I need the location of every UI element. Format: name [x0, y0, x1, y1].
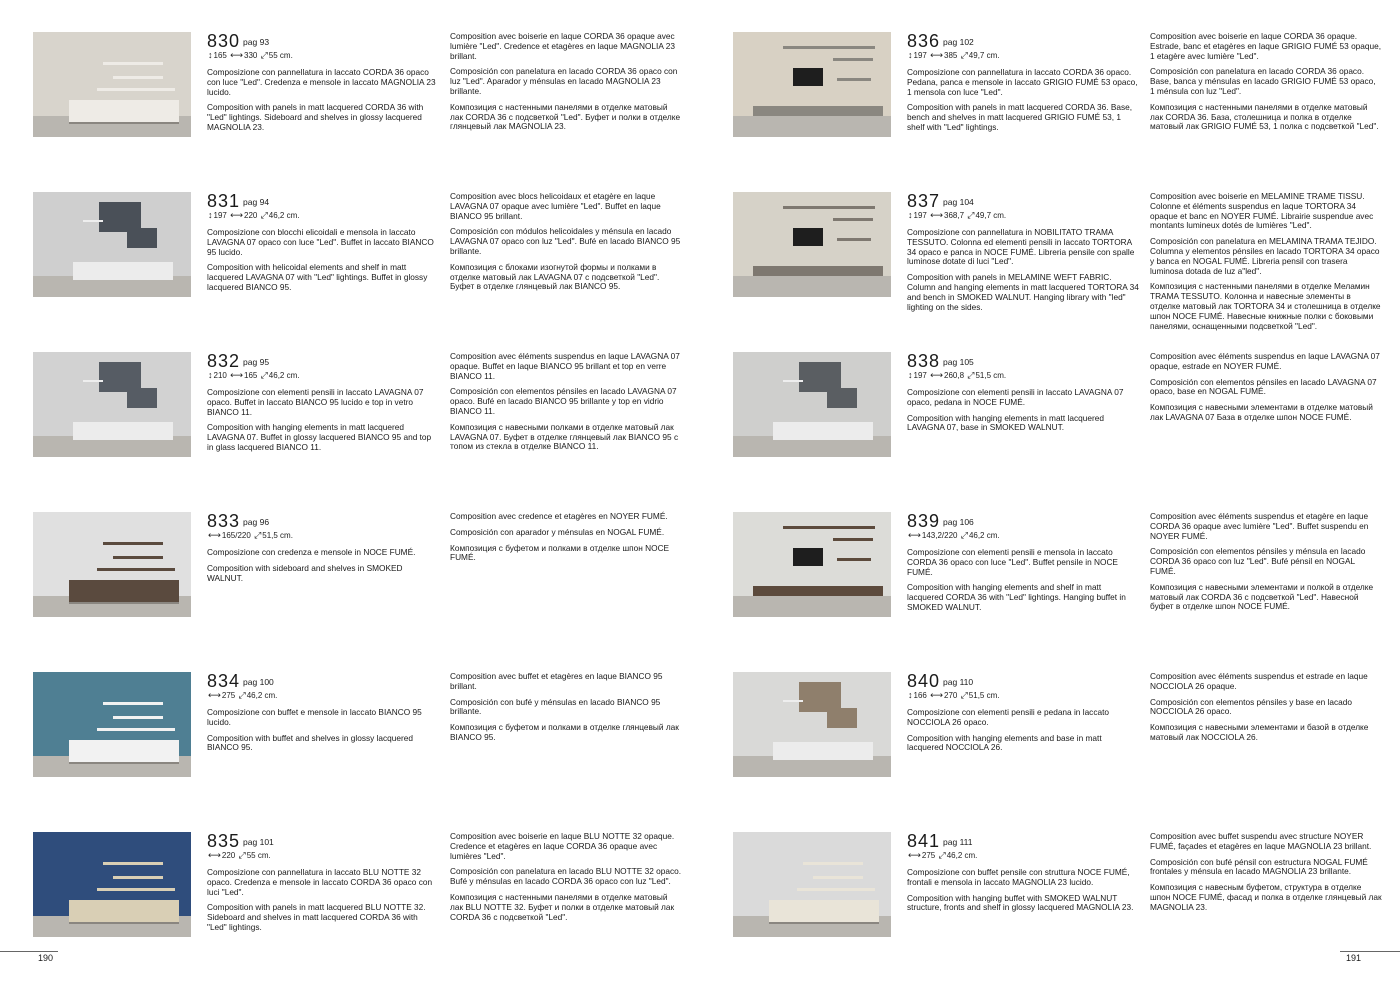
composition-entry	[0, 832, 700, 982]
page-reference: pag 94	[243, 197, 270, 207]
description-english: Composition with buffet and shelves in glossy lacquered BIANCO 95.	[207, 732, 414, 753]
width-icon: ⟷	[930, 690, 943, 700]
description-column-it-en	[207, 548, 439, 589]
composition-photo	[33, 512, 191, 617]
depth-icon: ⤢	[238, 690, 246, 700]
description-spanish: Composición con módulos helicoidales y ménsula en lacado LAVAGNA 07 opaco con luz "Led". Bufé en lacado BIANCO 95 brillante.	[450, 226, 681, 256]
description-russian: Композиция с буфетом и полками в отделке глянцевый лак BIANCO 95.	[450, 722, 679, 742]
depth-icon: ⤢	[960, 530, 968, 540]
description-column-fr-es-ru	[450, 352, 682, 458]
dimension-value: 49,7 cm.	[968, 51, 1000, 60]
description-english: Composition with sideboard and shelves in SMOKED WALNUT.	[207, 562, 403, 583]
composition-number: 839	[907, 511, 941, 531]
description-french: Composition avec éléments suspendus en laque LAVAGNA 07 opaque, estrade en NOYER FUMÉ.	[1150, 351, 1380, 371]
height-icon: ↕	[208, 50, 213, 60]
description-italian: Composizione con pannellatura in laccato CORDA 36 opaco con luce "Led". Credenza e mensole in laccato MAGNOLIA 23 lucido.	[207, 67, 436, 97]
dimension-value: 46,2 cm.	[268, 211, 300, 220]
composition-number: 830	[207, 31, 241, 51]
dimension-value: 165	[213, 51, 227, 60]
description-spanish: Composición con bufé y ménsulas en lacado BIANCO 95 brillante.	[450, 696, 661, 717]
height-icon: ↕	[208, 210, 213, 220]
description-russian: Композиция с буфетом и полками в отделке шпон NOCE FUMÉ.	[450, 542, 670, 563]
depth-icon: ⤢	[260, 50, 268, 60]
dimensions	[207, 530, 293, 541]
composition-photo	[33, 32, 191, 137]
description-english: Composition with hanging elements in matt lacquered LAVAGNA 07, base in SMOKED WALNUT.	[907, 412, 1104, 433]
composition-heading	[907, 672, 973, 692]
composition-heading	[207, 352, 269, 372]
description-column-fr-es-ru	[450, 512, 682, 569]
page-reference: pag 110	[943, 677, 974, 687]
description-column-fr-es-ru	[450, 32, 682, 138]
composition-heading	[207, 672, 274, 692]
depth-icon: ⤢	[960, 50, 968, 60]
page-reference: pag 100	[243, 677, 274, 687]
description-italian: Composizione con pannellatura in NOBILITATO TRAMA TESSUTO. Colonna ed elementi pensili in laccato TORTORA 34 opaco e panca in NOCE FUMÉ. Libreria pensile con spalle luminose dotate di luci "Led".	[907, 227, 1135, 267]
description-russian: Композиция с настенными панелями в отделке матовый лак CORDA 36 с подсветкой "Led". Буфет и полки в отделке глянцевый лак MAGNOLIA 23.	[450, 101, 681, 132]
height-icon: ↕	[908, 370, 913, 380]
dimensions	[907, 850, 977, 861]
dimension-value: 197	[913, 371, 927, 380]
dimension-value: 51,5 cm.	[975, 371, 1007, 380]
description-column-fr-es-ru	[1150, 32, 1382, 138]
depth-icon: ⤢	[238, 850, 246, 860]
description-column-it-en	[907, 388, 1139, 439]
description-column-fr-es-ru	[1150, 672, 1382, 749]
dimension-value: 368,7	[944, 211, 965, 220]
height-icon: ↕	[208, 370, 213, 380]
depth-icon: ⤢	[254, 530, 262, 540]
dimensions	[207, 370, 299, 381]
description-english: Composition with hanging elements and shelf in matt lacquered CORDA 36 with "Led" lightings. Hanging buffet in SMOKED WALNUT.	[907, 582, 1126, 612]
composition-entry	[700, 32, 1400, 182]
description-italian: Composizione con pannellatura in laccato CORDA 36 opaco. Pedana, panca e mensole in laccato GRIGIO FUMÉ 53 opaco, 1 mensola con luce "Led".	[907, 67, 1138, 97]
dimension-value: 55 cm.	[268, 51, 293, 60]
description-russian: Композиция с настенными панелями в отделке матовый лак BLU NOTTE 32. Буфет и полки в отделке матовый лак CORDA 36 с подсветкой "Led".	[450, 891, 675, 922]
width-icon: ⟷	[230, 370, 243, 380]
dimension-value: 46,2 cm.	[946, 851, 978, 860]
composition-heading	[207, 192, 269, 212]
description-spanish: Composición con elementos pénsiles en lacado LAVAGNA 07 opaco, base en NOGAL FUMÉ.	[1150, 376, 1377, 397]
width-icon: ⟷	[908, 530, 921, 540]
description-spanish: Composición con elementos pénsiles en lacado LAVAGNA 07 opaco. Bufé en lacado BIANCO 95 brillante y top en vidrio BIANCO 11.	[450, 386, 677, 416]
description-russian: Композиция с навесными элементами в отделке матовый лак LAVAGNA 07 База в отделке шпон NOCE FUMÉ.	[1150, 402, 1373, 422]
description-column-fr-es-ru	[1150, 512, 1382, 618]
composition-number: 840	[907, 671, 941, 691]
description-russian: Композиция с навесными полками в отделке матовый лак LAVAGNA 07. Буфет в отделке глянцевый лак BIANCO 95 с топом из стекла в отделке BIANCO 11.	[450, 421, 679, 452]
description-italian: Composizione con credenza e mensole in NOCE FUMÉ.	[207, 547, 416, 557]
composition-number: 833	[207, 511, 241, 531]
description-column-fr-es-ru	[450, 192, 682, 298]
description-english: Composition with hanging elements in matt lacquered LAVAGNA 07. Buffet in glossy lacquered BIANCO 95 and top in glass lacquered BIANCO 11.	[207, 422, 432, 452]
composition-number: 841	[907, 831, 941, 851]
width-icon: ⟷	[208, 850, 221, 860]
page-reference: pag 111	[943, 837, 973, 847]
dimensions	[907, 210, 1006, 221]
composition-entry	[700, 352, 1400, 502]
description-column-it-en	[907, 228, 1139, 318]
composition-entry	[700, 672, 1400, 822]
description-italian: Composizione con buffet pensile con struttura NOCE FUMÉ, frontali e mensola in laccato MAGNOLIA 23 lucido.	[907, 867, 1130, 887]
description-column-fr-es-ru	[450, 832, 682, 928]
dimensions	[207, 50, 293, 61]
composition-number: 834	[207, 671, 241, 691]
composition-heading	[907, 32, 974, 52]
dimension-value: 197	[213, 211, 227, 220]
composition-photo	[733, 672, 891, 777]
depth-icon: ⤢	[260, 370, 268, 380]
description-french: Composition avec éléments suspendus et estrade en laque NOCCIOLA 26 opaque.	[1150, 671, 1368, 691]
width-icon: ⟷	[230, 50, 243, 60]
dimension-value: 143,2/220	[921, 531, 958, 540]
dimension-value: 165/220	[221, 531, 251, 540]
description-english: Composition with panels in MELAMINE WEFT FABRIC. Column and hanging elements in matt lacquered TORTORA 34 and bench in SMOKED WALNUT. Hanging library with "led" lighting on the sides.	[907, 272, 1139, 312]
description-italian: Composizione con elementi pensili in laccato LAVAGNA 07 opaco, pedana in NOCE FUMÉ.	[907, 387, 1124, 407]
width-icon: ⟷	[908, 850, 921, 860]
description-column-it-en	[207, 388, 439, 459]
description-french: Composition avec buffet et etagères en laque BIANCO 95 brillant.	[450, 671, 663, 691]
dimension-value: 220	[221, 851, 236, 860]
composition-entry	[0, 512, 700, 662]
description-english: Composition with panels in matt lacquered CORDA 36. Base, bench and shelves in matt lacquered GRIGIO FUMÉ 53, 1 shelf with "Led" lightings.	[907, 102, 1133, 132]
description-french: Composition avec éléments suspendus en laque LAVAGNA 07 opaque. Buffet en laque BIANCO 95 brillant et top en verre BIANCO 11.	[450, 351, 680, 381]
dimension-value: 55 cm.	[246, 851, 271, 860]
description-english: Composition with panels in matt lacquered CORDA 36 with "Led" lightings. Sideboard and shelves in glossy lacquered MAGNOLIA 23.	[207, 102, 424, 132]
dimension-value: 197	[913, 211, 927, 220]
dimensions	[907, 690, 999, 701]
composition-photo	[733, 352, 891, 457]
dimension-value: 330	[244, 51, 258, 60]
composition-entry	[700, 512, 1400, 662]
description-english: Composition with hanging buffet with SMOKED WALNUT structure, fronts and shelf in glossy lacquered MAGNOLIA 23.	[907, 892, 1134, 913]
composition-number: 837	[907, 191, 941, 211]
description-spanish: Composición con panelatura en lacado CORDA 36 opaco. Base, banca y ménsulas en lacado GRIGIO FUMÉ 53 opaco, 1 ménsula con luz "Led".	[1150, 66, 1376, 96]
description-column-fr-es-ru	[1150, 192, 1382, 337]
width-icon: ⟷	[930, 370, 943, 380]
composition-entry	[0, 32, 700, 182]
description-column-it-en	[207, 228, 439, 299]
width-icon: ⟷	[208, 530, 221, 540]
page-reference: pag 104	[943, 197, 974, 207]
description-spanish: Composición con panelatura en MELAMINA TRAMA TEJIDO. Columna y elementos pénsiles en lacado TORTORA 34 opaco y banca en NOGAL FUMÉ. Libreria pensil con trasera luminosa dotada de luz a"led".	[1150, 236, 1380, 276]
description-column-fr-es-ru	[1150, 832, 1382, 919]
width-icon: ⟷	[208, 690, 221, 700]
dimension-value: 270	[944, 691, 958, 700]
page-reference: pag 105	[943, 357, 974, 367]
dimensions	[907, 50, 999, 61]
description-spanish: Composición con aparador y ménsulas en NOGAL FUMÉ.	[450, 526, 665, 537]
composition-number: 832	[207, 351, 241, 371]
description-french: Composition avec buffet suspendu avec structure NOYER FUMÉ, façades et etagères en laque MAGNOLIA 23 brillant.	[1150, 831, 1372, 851]
description-russian: Композиция с настенными панелями в отделке Меламин TRAMA TESSUTO. Колонна и навесные элементы в отделке матовый лак TORTORA 34 и столешница в отделке шпон NOCE FUMÉ. Навесные книжные полки с боковыми панелями, оснащенными подсветкой "Led".	[1150, 281, 1381, 331]
description-russian: Композиция с навесными элементами и базой в отделке матовый лак NOCCIOLA 26.	[1150, 722, 1369, 742]
description-column-it-en	[907, 868, 1139, 919]
description-russian: Композиция с настенными панелями в отделке матовый лак CORDA 36. База, столешница и полка в отделке матовый лак GRIGIO FUMÉ 53, 1 полка с подсветкой "Led".	[1150, 101, 1379, 132]
description-french: Composition avec boiserie en laque BLU NOTTE 32 opaque. Credence et etagères en laque CORDA 36 opaque avec lumières "Led".	[450, 831, 675, 861]
dimension-value: 275	[221, 691, 236, 700]
description-italian: Composizione con elementi pensili e pedana in laccato NOCCIOLA 26 opaco.	[907, 707, 1110, 727]
description-french: Composition avec éléments suspendus et etagère en laque CORDA 36 opaque avec lumière "Led". Buffet suspendu en NOYER FUMÉ.	[1150, 511, 1369, 541]
dimension-value: 220	[244, 211, 258, 220]
dimension-value: 166	[913, 691, 927, 700]
depth-icon: ⤢	[967, 370, 975, 380]
description-french: Composition avec boiserie en MELAMINE TRAME TISSU. Colonne et éléments suspendus en laque TORTORA 34 opaque et banc en NOYER FUMÉ. Librairie suspendue avec montants lumineux dotés de lumières "Led".	[1150, 191, 1374, 231]
composition-photo	[733, 192, 891, 297]
composition-photo	[733, 832, 891, 937]
description-column-it-en	[207, 708, 439, 759]
composition-heading	[207, 512, 269, 532]
composition-photo	[733, 32, 891, 137]
composition-number: 836	[907, 31, 941, 51]
dimension-value: 385	[944, 51, 958, 60]
width-icon: ⟷	[230, 210, 243, 220]
description-english: Composition with hanging elements and base in matt lacquered NOCCIOLA 26.	[907, 732, 1102, 753]
description-column-it-en	[907, 68, 1139, 139]
composition-heading	[907, 832, 973, 852]
composition-entry	[0, 672, 700, 822]
composition-heading	[907, 192, 974, 212]
composition-entry	[0, 352, 700, 502]
depth-icon: ⤢	[967, 210, 975, 220]
dimension-value: 46,2 cm.	[968, 531, 1000, 540]
description-italian: Composizione con buffet e mensole in laccato BIANCO 95 lucido.	[207, 707, 422, 727]
left-page-rule	[0, 951, 58, 952]
description-spanish: Composición con panelatura en lacado CORDA 36 opaco con luz "Led". Aparador y ménsulas en lacado MAGNOLIA 23 brillante.	[450, 66, 678, 96]
description-russian: Композиция с навесным буфетом, структура в отделке шпон NOCE FUMÉ, фасад и полка в отделке глянцевый лак MAGNOLIA 23.	[1150, 882, 1382, 912]
page-reference: pag 95	[243, 357, 270, 367]
right-page-number: 191	[1346, 953, 1362, 963]
composition-entry	[700, 832, 1400, 982]
description-french: Composition avec boiserie en laque CORDA 36 opaque avec lumière "Led". Credence et etagères en laque MAGNOLIA 23 brillant.	[450, 31, 675, 61]
description-italian: Composizione con elementi pensili e mensola in laccato CORDA 36 opaco con luce "Led". Buffet pensile in NOCE FUMÉ.	[907, 547, 1118, 577]
composition-heading	[907, 352, 974, 372]
dimensions	[207, 850, 271, 861]
description-column-it-en	[207, 868, 439, 939]
dimension-value: 46,2 cm.	[246, 691, 278, 700]
composition-heading	[207, 32, 269, 52]
description-spanish: Composición con elementos pénsiles y ménsula en lacado CORDA 36 opaco con luz "Led". Bufé pénsil en NOGAL FUMÉ.	[1150, 546, 1366, 576]
composition-photo	[33, 352, 191, 457]
composition-photo	[33, 832, 191, 937]
dimension-value: 51,5 cm.	[262, 531, 293, 540]
composition-photo	[33, 672, 191, 777]
description-italian: Composizione con elementi pensili in laccato LAVAGNA 07 opaco. Buffet in laccato BIANCO 95 lucido e top in vetro BIANCO 11.	[207, 387, 424, 417]
description-italian: Composizione con pannellatura in laccato BLU NOTTE 32 opaco. Credenza e mensole in laccato CORDA 36 opaco con luci "Led".	[207, 867, 433, 897]
composition-entry	[0, 192, 700, 342]
depth-icon: ⤢	[938, 850, 946, 860]
description-french: Composition avec credence et etagères en NOYER FUMÉ.	[450, 511, 668, 521]
description-column-it-en	[207, 68, 439, 139]
description-column-it-en	[907, 548, 1139, 619]
composition-photo	[733, 512, 891, 617]
composition-photo	[33, 192, 191, 297]
page-reference: pag 102	[943, 37, 974, 47]
description-column-it-en	[907, 708, 1139, 759]
dimension-value: 275	[921, 851, 936, 860]
height-icon: ↕	[908, 50, 913, 60]
depth-icon: ⤢	[960, 690, 968, 700]
description-english: Composition with helicoidal elements and shelf in matt lacquered LAVAGNA 07 with "Led" lightings. Buffet in glossy lacquered BIANCO 95.	[207, 262, 428, 292]
description-spanish: Composición con elementos pénsiles y base en lacado NOCCIOLA 26 opaco.	[1150, 696, 1353, 717]
description-column-fr-es-ru	[450, 672, 682, 749]
composition-heading	[207, 832, 274, 852]
dimension-value: 260,8	[944, 371, 965, 380]
description-russian: Композиция с навесными элементами и полкой в отделке матовый лак CORDA 36 с подсветкой "Led". Навесной буфет в отделке шпон NOCE FUMÉ.	[1150, 581, 1374, 612]
description-column-fr-es-ru	[1150, 352, 1382, 429]
depth-icon: ⤢	[260, 210, 268, 220]
description-spanish: Composición con panelatura en lacado BLU NOTTE 32 opaco. Bufé y ménsulas en lacado CORDA 36 opaco con luz "Led".	[450, 866, 682, 887]
composition-number: 831	[207, 191, 241, 211]
page-reference: pag 101	[243, 837, 274, 847]
dimension-value: 210	[213, 371, 227, 380]
dimension-value: 46,2 cm.	[268, 371, 300, 380]
description-italian: Composizione con blocchi elicoidali e mensola in laccato LAVAGNA 07 opaco con luce "Led". Buffet in laccato BIANCO 95 lucido.	[207, 227, 434, 257]
description-spanish: Composición con bufé pénsil con estructura NOGAL FUMÉ frontales y ménsula en lacado MAGNOLIA 23 brillante.	[1150, 856, 1368, 877]
dimensions	[207, 210, 299, 221]
dimensions	[907, 530, 1000, 541]
description-french: Composition avec boiserie en laque CORDA 36 opaque. Estrade, banc et etagères en laque GRIGIO FUMÉ 53 opaque, 1 etagère avec lumière "Led".	[1150, 31, 1382, 61]
page-reference: pag 93	[243, 37, 270, 47]
width-icon: ⟷	[930, 50, 943, 60]
dimension-value: 51,5 cm.	[968, 691, 1000, 700]
description-russian: Композиция с блоками изогнутой формы и полками в отделке матовый лак LAVAGNA 07 с подсветкой "Led". Буфет в отделке глянцевый лак BIANCO 95.	[450, 261, 660, 292]
left-page-number: 190	[38, 953, 54, 963]
composition-number: 835	[207, 831, 241, 851]
height-icon: ↕	[908, 210, 913, 220]
composition-heading	[907, 512, 974, 532]
dimensions	[907, 370, 1006, 381]
description-english: Composition with panels in matt lacquered BLU NOTTE 32. Sideboard and shelves in matt lacquered CORDA 36 with "Led" lightings.	[207, 902, 426, 932]
page-reference: pag 96	[243, 517, 270, 527]
dimensions	[207, 690, 277, 701]
page-reference: pag 106	[943, 517, 974, 527]
right-page-rule	[1340, 951, 1400, 952]
composition-entry	[700, 192, 1400, 342]
dimension-value: 49,7 cm.	[975, 211, 1007, 220]
width-icon: ⟷	[930, 210, 943, 220]
dimension-value: 197	[913, 51, 927, 60]
composition-number: 838	[907, 351, 941, 371]
description-french: Composition avec blocs helicoidaux et etagère en laque LAVAGNA 07 opaque avec lumière "Led". Buffet en laque BIANCO 95 brillant.	[450, 191, 661, 221]
dimension-value: 165	[244, 371, 258, 380]
height-icon: ↕	[908, 690, 913, 700]
